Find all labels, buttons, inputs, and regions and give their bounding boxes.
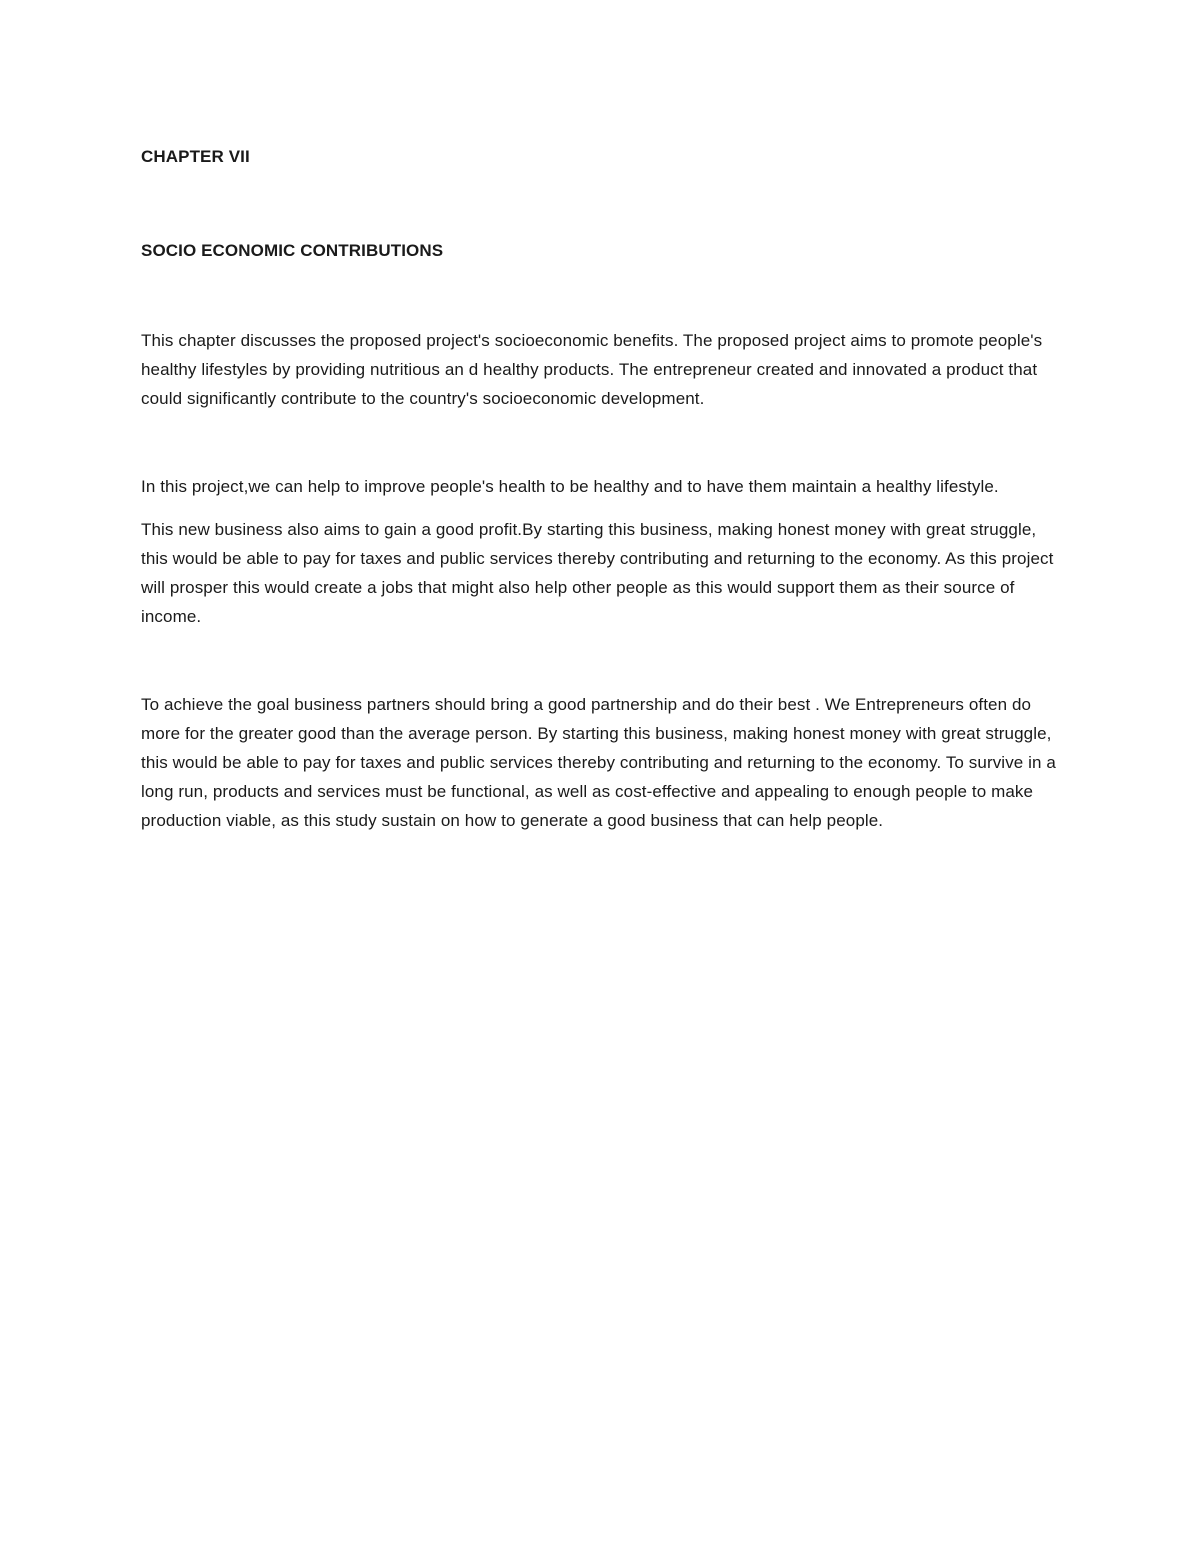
section-title: SOCIO ECONOMIC CONTRIBUTIONS <box>141 241 444 260</box>
paragraph-health: In this project,we can help to improve people's health to be healthy and to have them maintain a healthy lifestyle. <box>141 477 999 497</box>
paragraph-intro: This chapter discusses the proposed project's socioeconomic benefits. The proposed project aims to promote people's healthy lifestyles by providing nutritious an d healthy products. The entrepreneur created and innovated a product that could significantly contribute to the country's socioeconomic development. <box>141 331 1043 408</box>
chapter-title: CHAPTER VII <box>141 147 250 166</box>
paragraph-profit: This new business also aims to gain a good profit.By starting this business, making honest money with great struggle, this would be able to pay for taxes and public services thereby contributing and returning to the economy. As this project will prosper this would create a jobs that might also help other people as this would support them as their source of income. <box>141 520 1054 626</box>
page-content <box>141 144 1061 835</box>
paragraph-goal: To achieve the goal business partners should bring a good partnership and do their best . We Entrepreneurs often do more for the greater good than the average person. By starting this business, making honest money with great struggle, this would be able to pay for taxes and public services thereby contributing and returning to the economy. To survive in a long run, products and services must be functional, as well as cost-effective and appealing to enough people to make production viable, as this study sustain on how to generate a good business that can help people. <box>141 695 1056 830</box>
